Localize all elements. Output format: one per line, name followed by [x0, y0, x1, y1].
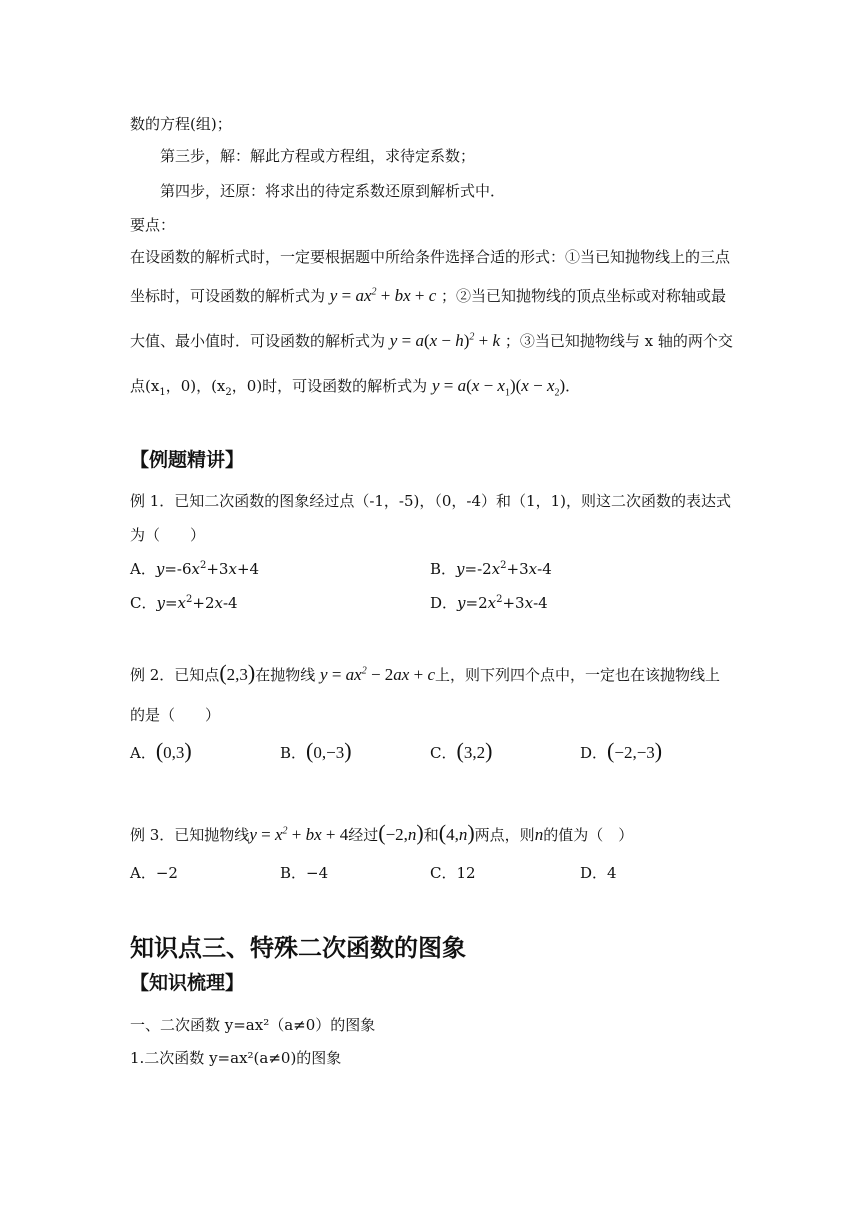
- example-1-option-b: B．$y=-2x^2+3x-4$: [430, 560, 552, 578]
- paragraph-line: 点($x_1$，0)，($x_2$，0)时，可设函数的解析式为 $y = a(x - x_1)(x - x_2)$．: [130, 376, 581, 399]
- formula-parabola: $y = x^2$ + bx + 4: [249, 825, 349, 844]
- formula-intercept: $y = a(x - x_1)(x - x_2)$: [431, 376, 566, 399]
- formula-general: $y = ax^2$ + bx + c: [329, 286, 437, 305]
- text-fragment: ，0)，(x: [165, 377, 226, 395]
- text-fragment: 点(x: [130, 377, 160, 395]
- example-3-option-b: B．−4: [280, 864, 329, 882]
- example-3-option-a: A．−2: [130, 864, 178, 882]
- example-2-stem: 的是（ ）: [130, 706, 221, 724]
- section-heading-review: 【知识梳理】: [130, 972, 245, 994]
- formula-point: (2,3): [219, 660, 256, 685]
- example-3-stem: 例 3．已知抛物线$y = x^2$ + bx + 4经过(−2,n)和(4,n)两点，则n的值为（ ）: [130, 820, 634, 845]
- example-2-option-a: A．(0,3): [130, 738, 192, 763]
- example-1-option-c: C．$y=x^2+2x-4$: [130, 594, 238, 612]
- section-3-title: 知识点三、特殊二次函数的图象: [130, 934, 466, 962]
- example-2-option-d: D．(−2,−3): [580, 738, 663, 763]
- section-heading-examples: 【例题精讲】: [130, 449, 245, 471]
- text-fragment: ，0)时，可设函数的解析式为: [231, 377, 428, 395]
- example-1-option-a: A．$y=-6x^2+3x+4$: [130, 560, 260, 578]
- text-line: 数的方程(组)；: [130, 115, 232, 133]
- text-fragment: ；②当已知抛物线的顶点坐标或对称轴或最: [441, 287, 727, 305]
- subheading: 1.二次函数 y=ax²(a≠0)的图象: [130, 1049, 342, 1067]
- example-2-stem: 例 2．已知点(2,3)在抛物线 $y = ax^2 - 2ax + c$上，则下列四个点中，一定也在该抛物线上: [130, 660, 720, 685]
- paragraph-line: [130, 330, 733, 352]
- step-three: 第三步，解：解此方程或方程组，求待定系数；: [160, 147, 476, 165]
- text-fragment: 大值、最小值时．可设函数的解析式为: [130, 332, 386, 350]
- paragraph-line: [130, 285, 726, 307]
- text-fragment: 坐标时，可设函数的解析式为: [130, 287, 326, 305]
- example-3-option-c: C．12: [430, 864, 476, 882]
- subheading: 一、二次函数 y=ax²（a≠0）的图象: [130, 1016, 376, 1034]
- key-points-label: 要点：: [130, 216, 176, 234]
- formula-parabola: $y = ax^2 - 2ax + c$: [320, 665, 435, 684]
- text-fragment: ；③当已知抛物线与 x 轴的两个交: [504, 332, 733, 350]
- formula-vertex: $y = a(x - h)^2 + k$: [389, 331, 501, 350]
- example-2-option-b: B．(0,−3): [280, 738, 352, 763]
- text-fragment: ．: [565, 377, 581, 395]
- example-2-option-c: C．(3,2): [430, 738, 493, 763]
- example-1-option-d: D．$y=2x^2+3x-4$: [430, 594, 548, 612]
- example-1-stem: 为（ ）: [130, 526, 206, 544]
- example-1-stem: 例 1．已知二次函数的图象经过点（-1，-5)，（0，-4）和（1，1)，则这二次函数的表达式: [130, 492, 731, 510]
- step-four: 第四步，还原：将求出的待定系数还原到解析式中．: [160, 182, 506, 200]
- example-3-option-d: D．4: [580, 864, 617, 882]
- paragraph-line: 在设函数的解析式时，一定要根据题中所给条件选择合适的形式：①当已知抛物线上的三点: [130, 248, 731, 266]
